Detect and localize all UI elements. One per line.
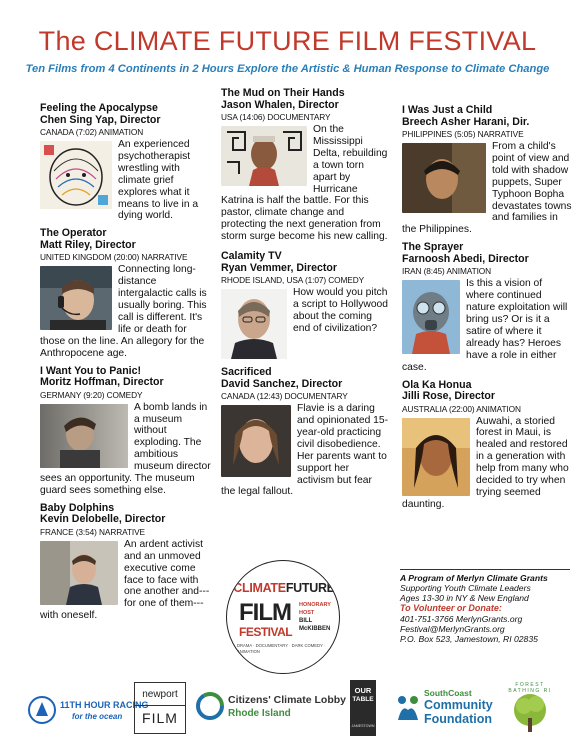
festival-title: The CLIMATE FUTURE FILM FESTIVAL	[38, 26, 537, 56]
ccl-region: Rhode Island	[228, 708, 291, 719]
film-description: From a child's point of view and told with shadow puppets, Super Typhoon Bopha devastates towns and families in the Philippines.	[402, 141, 572, 236]
operator-headset-image	[40, 266, 112, 330]
film-meta: CANADA (7:02) ANIMATION	[40, 127, 144, 137]
festival-logo	[226, 560, 340, 674]
film-thumbnail	[402, 280, 460, 354]
film-title: The Mud on Their Hands	[221, 87, 345, 99]
film-i-was-just-a-child	[402, 105, 572, 236]
film-description: Auwahi, a storied forest in Maui, is healed and restored in a generation with help from many who decided to try when trying seemed daunting.	[402, 415, 569, 510]
film-director: Moritz Hoffman, Director	[40, 376, 164, 389]
newport-film-text: FILM	[142, 710, 178, 726]
film-title: Sacrificed	[221, 366, 272, 379]
film-description: Is this a vision of where continued nature exploitation will bring us? Or is it a satire of where it already has? Heroes have a role in either case.	[402, 278, 568, 373]
column-left	[40, 103, 214, 628]
logo-honorary-host	[299, 601, 333, 633]
film-director: Breech Asher Harani, Dir.	[402, 115, 530, 128]
film-feeling-the-apocalypse	[40, 103, 214, 222]
film-thumbnail	[40, 141, 112, 209]
film-title: I Want You to Panic!	[40, 364, 142, 377]
film-title: Feeling the Apocalypse	[40, 102, 158, 114]
logo-genres: DRAMA · DOCUMENTARY · DARK COMEDY · ANIMATION	[237, 643, 326, 654]
newport-name: newport	[142, 689, 178, 700]
program-email[interactable]: Festival@MerlynGrants.org	[400, 624, 505, 634]
racing-name: 11TH HOUR RACING	[60, 700, 149, 710]
film-description: A bomb lands in a museum without exploding. The ambitious museum director sees an opportunity. The museum guard sees something else.	[40, 401, 211, 496]
film-the-mud-on-their-hands	[221, 88, 389, 243]
film-i-want-you-to-panic	[40, 366, 214, 497]
sponsor-forest-bathing-ri	[504, 682, 556, 734]
film-director: Kevin Delobelle, Director	[40, 513, 166, 526]
museum-portrait-image	[40, 404, 128, 468]
scf-name-2: Community	[424, 698, 493, 712]
program-info	[400, 569, 570, 644]
festival-subtitle: Ten Films from 4 Continents in 2 Hours Explore the Artistic & Human Response to Climate Change	[25, 63, 550, 75]
logo-honorary-name: BILL McKIBBEN	[299, 618, 331, 632]
film-calamity-tv	[221, 251, 389, 361]
film-meta: RHODE ISLAND, USA (1:07) COMEDY	[221, 275, 365, 286]
logo-festival-text: FESTIVAL	[239, 625, 293, 639]
forest-name: FOREST BATHING RI	[508, 682, 552, 694]
film-thumbnail	[221, 126, 307, 186]
program-ages: Ages 13-30 in NY & New England	[400, 593, 529, 603]
animated-woman-image	[402, 418, 470, 496]
film-description: On the Mississippi Delta, rebuilding a town torn apart by Hurricane Katrina is half the battle. For this pastor, climate change and protecting the next generation from storm surge become his new calling.	[221, 124, 388, 243]
sponsor-southcoast-community-foundation	[396, 686, 508, 730]
program-cta: To Volunteer or Donate:	[400, 603, 502, 613]
film-meta: GERMANY (9:20) COMEDY	[40, 389, 143, 400]
program-address: P.O. Box 523, Jamestown, RI 02835	[400, 634, 538, 644]
sponsor-logos	[0, 680, 575, 740]
film-description: Connecting long-distance intergalactic calls is usually boring. This call is different. It's life or death for those on the line. An allegory for the Anthropocene age.	[40, 264, 207, 359]
film-meta: UNITED KINGDOM (20:00) NARRATIVE	[40, 252, 188, 263]
ccl-name: Citizens' Climate Lobby	[228, 694, 347, 706]
film-thumbnail	[40, 266, 112, 330]
activist-girl-image	[221, 405, 291, 477]
activist-portrait-image	[40, 541, 118, 605]
film-sacrificed	[221, 367, 389, 498]
film-thumbnail	[221, 289, 287, 359]
racing-sail-icon	[28, 696, 56, 724]
film-meta: USA (14:06) DOCUMENTARY	[221, 112, 331, 122]
film-title: I Was Just a Child	[402, 104, 493, 116]
film-meta: CANADA (12:43) DOCUMENTARY	[221, 391, 348, 402]
film-title: Baby Dolphins	[40, 501, 115, 514]
ourtable-town: JAMESTOWN	[351, 724, 375, 728]
film-description: How would you pitch a script to Hollywood about the coming end of civilization?	[293, 287, 388, 334]
film-meta: PHILIPPINES (5:05) NARRATIVE	[402, 129, 524, 139]
film-description: Flavie is a daring and opinionated 15-year-old practicing civil disobedience. Her parents want to support her activism but fear the legal fallout.	[221, 403, 389, 498]
film-thumbnail	[221, 405, 291, 477]
pastor-portrait-image	[221, 126, 307, 186]
film-title: The Operator	[40, 227, 107, 240]
film-baby-dolphins	[40, 503, 214, 622]
gas-mask-character-image	[402, 280, 460, 354]
film-description: An experienced psychotherapist wrestling with climate grief explores what it means to live in a dying world.	[118, 139, 199, 222]
film-director: Matt Riley, Director	[40, 238, 136, 251]
film-ola-ka-honua	[402, 380, 572, 511]
ccl-leaf-icon	[196, 692, 224, 720]
film-the-operator	[40, 228, 214, 359]
scf-name-3: Foundation	[424, 712, 493, 726]
sponsor-11th-hour-racing	[28, 694, 149, 728]
logo-honorary-label: HONORARY HOST	[299, 602, 331, 616]
film-title: The Sprayer	[402, 241, 464, 254]
film-title: Calamity TV	[221, 250, 282, 263]
logo-future-text: FUTURE	[285, 581, 335, 595]
film-meta: IRAN (8:45) ANIMATION	[402, 266, 492, 277]
film-meta: AUSTRALIA (22:00) ANIMATION	[402, 403, 521, 414]
sponsor-newport-film	[134, 682, 186, 734]
program-mission: Supporting Youth Climate Leaders	[400, 583, 531, 593]
program-sponsor: A Program of Merlyn Climate Grants	[400, 573, 548, 583]
ourtable-word-1: OUR	[354, 686, 372, 695]
film-thumbnail	[402, 143, 486, 213]
film-thumbnail	[40, 404, 128, 468]
film-description: An ardent activist and an unmoved executive come face to face with one another and---for one of them---with oneself.	[40, 538, 210, 622]
scf-name-1: SouthCoast	[424, 688, 472, 698]
scf-figures-icon	[396, 694, 420, 722]
illustrated-head-image	[40, 141, 112, 209]
logo-climate-text: CLIMATE	[233, 581, 286, 595]
film-meta: FRANCE (3:54) NARRATIVE	[40, 526, 145, 537]
program-phone-web[interactable]: 401-751-3766 MerlynGrants.org	[400, 614, 523, 624]
child-portrait-image	[402, 143, 486, 213]
film-thumbnail	[40, 541, 118, 605]
logo-film-text: FILM	[239, 599, 291, 626]
film-director: Chen Sing Yap, Director	[40, 113, 161, 126]
racing-tagline: for the ocean	[72, 712, 123, 721]
film-director: Ryan Vemmer, Director	[221, 261, 337, 274]
film-title: Ola Ka Honua	[402, 378, 472, 391]
film-the-sprayer	[402, 242, 572, 373]
film-director: Jason Whalen, Director	[221, 98, 339, 111]
column-middle	[221, 88, 389, 504]
film-director: David Sanchez, Director	[221, 377, 343, 390]
director-portrait-image	[221, 289, 287, 359]
ourtable-word-2: TABLE	[352, 696, 374, 703]
column-right	[402, 105, 572, 517]
sponsor-citizens-climate-lobby	[196, 688, 346, 728]
sponsor-our-table	[350, 680, 376, 736]
film-thumbnail	[402, 418, 470, 496]
program-divider	[400, 569, 570, 570]
film-director: Farnoosh Abedi, Director	[402, 252, 529, 265]
film-director: Jilli Rose, Director	[402, 390, 496, 402]
